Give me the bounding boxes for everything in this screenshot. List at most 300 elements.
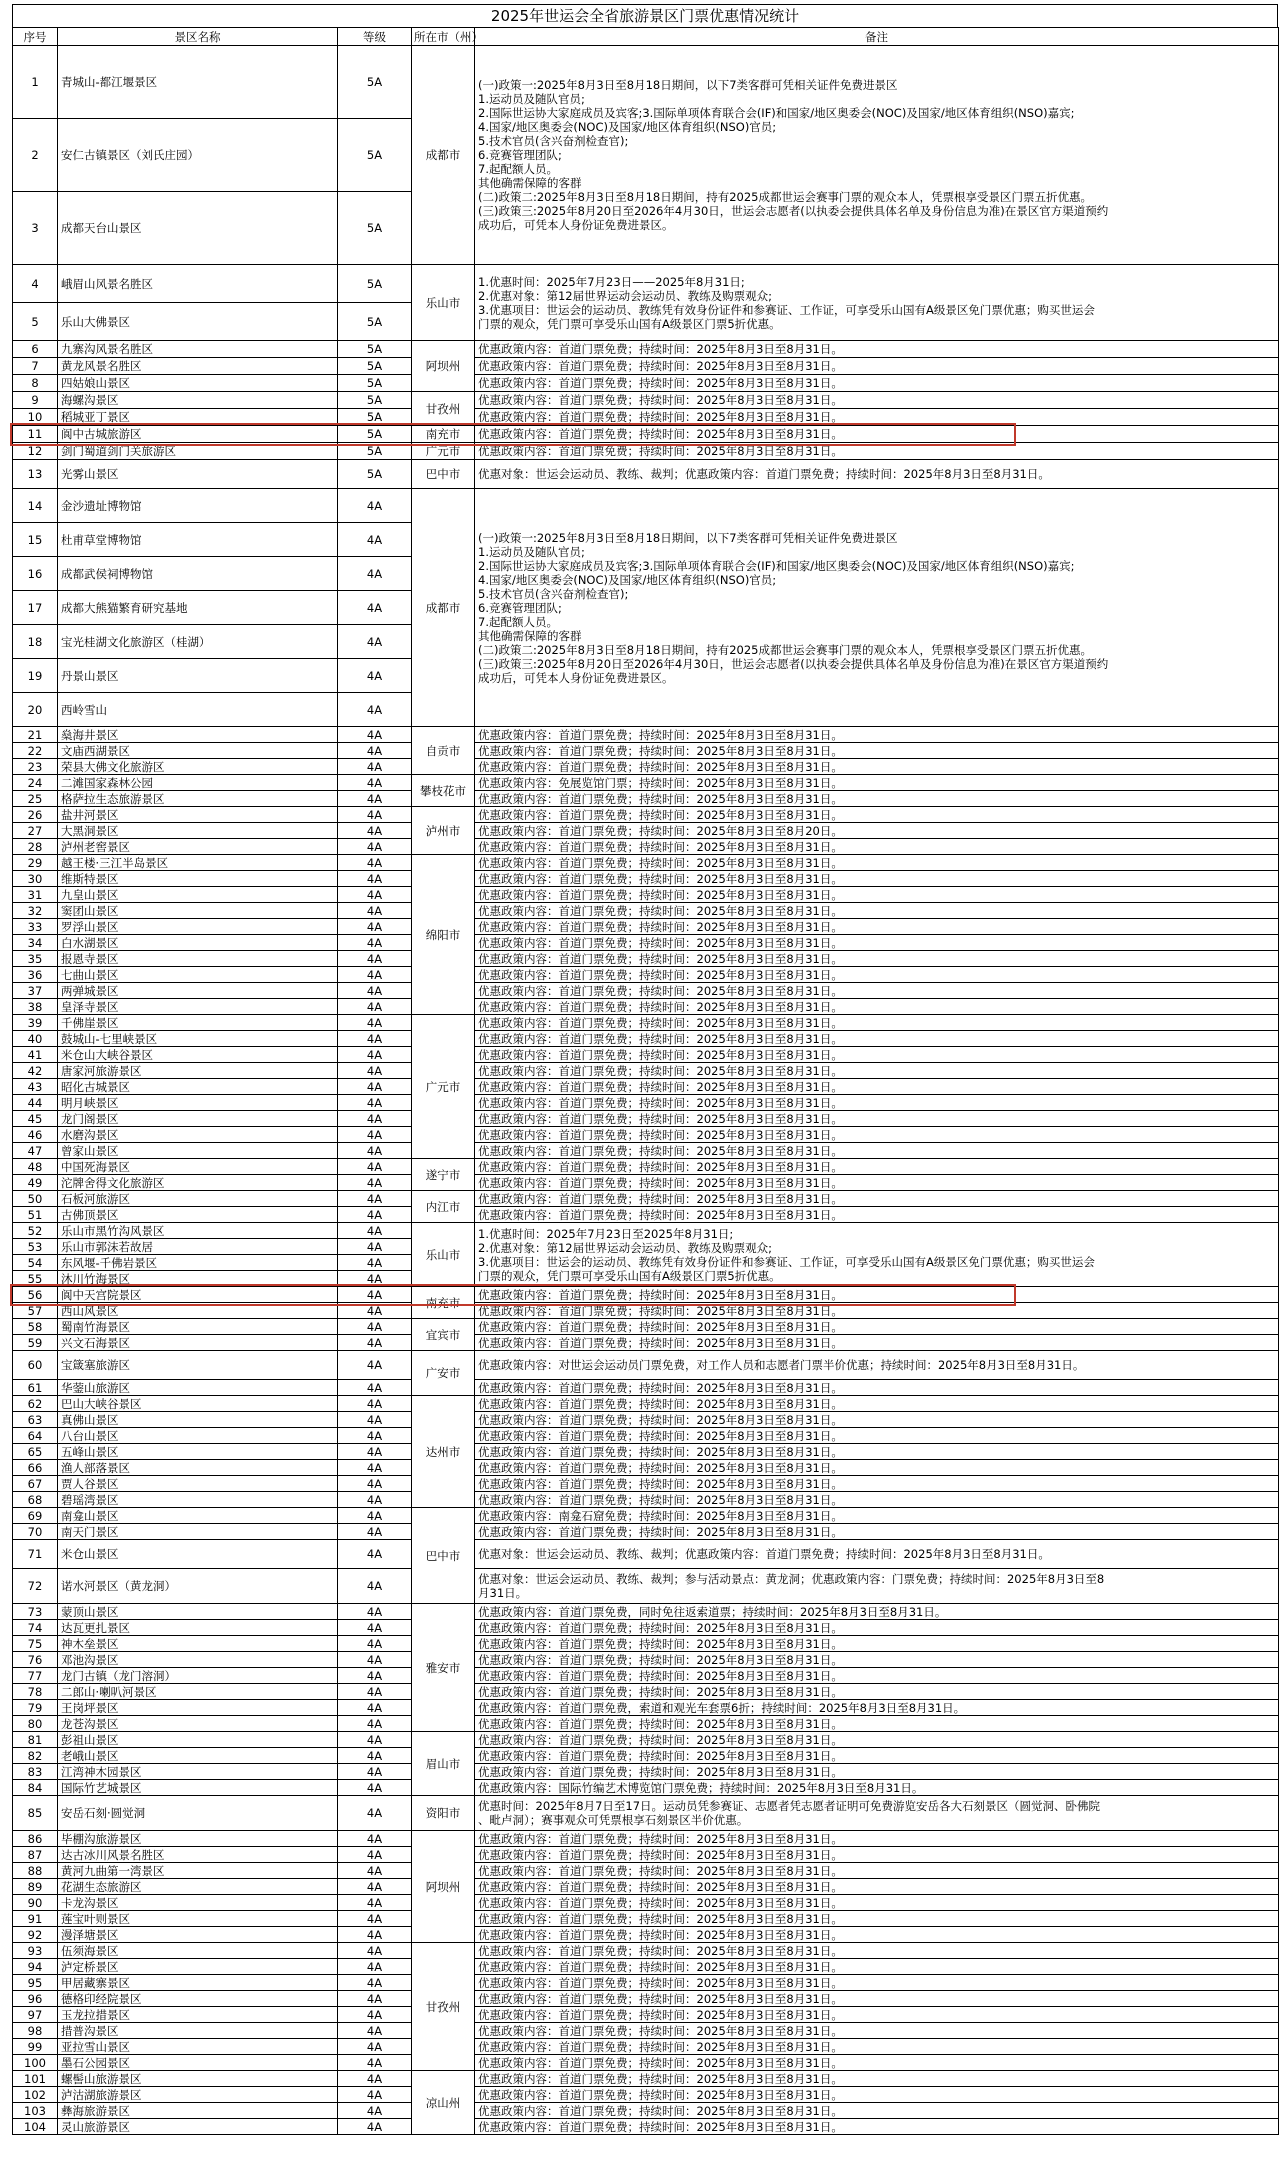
scenic-name: 亚拉雪山景区 (58, 2039, 338, 2055)
row-number: 85 (13, 1796, 58, 1831)
row-number: 24 (13, 775, 58, 791)
note-cell (475, 743, 1279, 759)
note-cell (475, 1095, 1279, 1111)
scenic-name: 南天门景区 (58, 1524, 338, 1540)
row-number: 86 (13, 1831, 58, 1847)
table-row (13, 1796, 1279, 1831)
table-row (13, 2023, 1279, 2039)
city-cell: 广元市 (412, 1015, 475, 1159)
note-line: 优惠政策内容：首道门票免费；持续时间：2025年8月3日至8月31日。 (478, 444, 843, 458)
note-line: 优惠政策内容：首道门票免费；持续时间：2025年8月3日至8月31日。 (478, 727, 843, 742)
note-line: 优惠政策内容：首道门票免费；持续时间：2025年8月3日至8月31日。 (478, 871, 843, 886)
scenic-level: 4A (338, 1780, 412, 1796)
note-line: 优惠政策内容：首道门票免费；持续时间：2025年8月3日至8月31日。 (478, 1879, 843, 1894)
scenic-name: 螺髻山旅游景区 (58, 2071, 338, 2087)
scenic-level: 4A (338, 839, 412, 855)
row-number: 87 (13, 1847, 58, 1863)
row-number: 30 (13, 871, 58, 887)
scenic-level: 4A (338, 557, 412, 591)
note-line: 优惠对象：世运会运动员、教练、裁判；优惠政策内容：首道门票免费；持续时间：2025年8月3日至8月31日。 (478, 467, 1050, 481)
scenic-level: 5A (338, 375, 412, 392)
scenic-level: 5A (338, 392, 412, 409)
note-line: 6.竞赛管理团队; (478, 600, 562, 615)
row-number: 99 (13, 2039, 58, 2055)
row-number: 44 (13, 1095, 58, 1111)
note-cell (475, 759, 1279, 775)
scenic-name: 石板河旅游区 (58, 1191, 338, 1207)
scenic-level: 4A (338, 983, 412, 999)
scenic-name: 米仓山大峡谷景区 (58, 1047, 338, 1063)
table-row (13, 1191, 1279, 1207)
note-line: 成功后，可凭本人身份证免费进景区。 (478, 218, 674, 232)
row-number: 34 (13, 935, 58, 951)
row-number: 97 (13, 2007, 58, 2023)
row-number: 102 (13, 2087, 58, 2103)
note-line: (二)政策二:2025年8月3日至8月18日期间，持有2025成都世运会赛事门票的观众本人，凭票根享受景区门票五折优惠。 (478, 642, 1092, 657)
note-cell (475, 967, 1279, 983)
scenic-level: 4A (338, 1239, 412, 1255)
note-cell (475, 1540, 1279, 1569)
row-number: 25 (13, 791, 58, 807)
table-row (13, 791, 1279, 807)
row-number: 17 (13, 591, 58, 625)
row-number: 95 (13, 1975, 58, 1991)
note-line: 优惠政策内容：对世运会运动员门票免费，对工作人员和志愿者门票半价优惠；持续时间：2025年8月3日至8月31日。 (478, 1358, 1085, 1372)
table-row (13, 1335, 1279, 1351)
table-row (13, 341, 1279, 358)
scenic-name: 碧瑶湾景区 (58, 1492, 338, 1508)
note-line: 优惠政策内容：首道门票免费；持续时间：2025年8月3日至8月31日。 (478, 1492, 843, 1507)
scenic-name: 安岳石刻·圆觉洞 (58, 1796, 338, 1831)
note-cell (475, 1652, 1279, 1668)
scenic-name: 白水湖景区 (58, 935, 338, 951)
row-number: 12 (13, 443, 58, 460)
scenic-name: 宝光桂湖文化旅游区（桂湖） (58, 625, 338, 659)
note-cell (475, 1620, 1279, 1636)
note-line: 优惠政策内容：首道门票免费；持续时间：2025年8月3日至8月31日。 (478, 1943, 843, 1958)
scenic-level: 4A (338, 1668, 412, 1684)
note-cell (475, 1492, 1279, 1508)
table-row (13, 951, 1279, 967)
table-row (13, 855, 1279, 871)
row-number: 42 (13, 1063, 58, 1079)
table-row (13, 1047, 1279, 1063)
table-row (13, 2087, 1279, 2103)
table-row (13, 2071, 1279, 2087)
note-line: 3.优惠项目：世运会的运动员、教练凭有效身份证件和参赛证、工作证，可享受乐山国有A级景区免门票优惠；购买世运会 (478, 1254, 1095, 1269)
scenic-level: 4A (338, 1748, 412, 1764)
row-number: 8 (13, 375, 58, 392)
note-cell (475, 2103, 1279, 2119)
row-number: 98 (13, 2023, 58, 2039)
scenic-name: 达古冰川风景名胜区 (58, 1847, 338, 1863)
note-line: 优惠政策内容：首道门票免费；持续时间：2025年8月3日至8月31日。 (478, 967, 843, 982)
note-cell (475, 2071, 1279, 2087)
scenic-name: 国际竹艺城景区 (58, 1780, 338, 1796)
note-line: 月31日。 (478, 1586, 528, 1600)
note-cell (475, 1847, 1279, 1863)
row-number: 76 (13, 1652, 58, 1668)
scenic-level: 4A (338, 1175, 412, 1191)
city-cell: 广元市 (412, 443, 475, 460)
scenic-level: 4A (338, 855, 412, 871)
note-line: 优惠政策内容：首道门票免费；持续时间：2025年8月3日至8月31日。 (478, 1684, 843, 1699)
scenic-name: 兴文石海景区 (58, 1335, 338, 1351)
scenic-name: 阆中古城旅游区 (58, 426, 338, 443)
note-line: 优惠政策内容：首道门票免费；持续时间：2025年8月3日至8月31日。 (478, 1748, 843, 1763)
note-line: 优惠政策内容：首道门票免费；持续时间：2025年8月3日至8月31日。 (478, 2007, 843, 2022)
scenic-name: 唐家河旅游景区 (58, 1063, 338, 1079)
note-cell (475, 1351, 1279, 1380)
scenic-level: 4A (338, 1540, 412, 1569)
note-line: 优惠政策内容：首道门票免费；持续时间：2025年8月3日至8月31日。 (478, 1047, 843, 1062)
table-row (13, 375, 1279, 392)
note-cell (475, 375, 1279, 392)
note-line: 优惠政策内容：首道门票免费；持续时间：2025年8月3日至8月31日。 (478, 791, 843, 806)
note-line: 优惠政策内容：首道门票免费；持续时间：2025年8月3日至8月31日。 (478, 1175, 843, 1190)
scenic-level: 5A (338, 460, 412, 489)
note-cell (475, 2007, 1279, 2023)
note-line: 门票的观众，凭门票可享受乐山国有A级景区门票5折优惠。 (478, 1268, 781, 1283)
table-row (13, 1508, 1279, 1524)
city-cell: 成都市 (412, 489, 475, 727)
table-row (13, 1540, 1279, 1569)
note-cell (475, 1380, 1279, 1396)
note-line: 优惠政策内容：首道门票免费；持续时间：2025年8月3日至8月31日。 (478, 919, 843, 934)
note-line: 优惠政策内容：首道门票免费；持续时间：2025年8月3日至8月31日。 (478, 2103, 843, 2118)
city-cell: 雅安市 (412, 1604, 475, 1732)
note-line: 优惠政策内容：首道门票免费；持续时间：2025年8月3日至8月31日。 (478, 1127, 843, 1142)
note-cell (475, 1303, 1279, 1319)
note-line: 优惠政策内容：首道门票免费；持续时间：2025年8月3日至8月31日。 (478, 983, 843, 998)
row-number: 9 (13, 392, 58, 409)
scenic-name: 报恩寺景区 (58, 951, 338, 967)
note-line: 优惠政策内容：首道门票免费；持续时间：2025年8月3日至8月31日。 (478, 359, 843, 373)
row-number: 67 (13, 1476, 58, 1492)
note-line: 优惠政策内容：首道门票免费；持续时间：2025年8月3日至8月31日。 (478, 855, 843, 870)
table-row (13, 1207, 1279, 1223)
scenic-level: 4A (338, 1911, 412, 1927)
row-number: 103 (13, 2103, 58, 2119)
note-cell (475, 919, 1279, 935)
note-cell (475, 1191, 1279, 1207)
scenic-level: 4A (338, 871, 412, 887)
table-body (13, 46, 1279, 2135)
note-line: 优惠政策内容：首道门票免费；持续时间：2025年8月3日至8月31日。 (478, 2071, 843, 2086)
note-line: 优惠政策内容：首道门票免费；持续时间：2025年8月3日至8月31日。 (478, 427, 843, 441)
scenic-name: 卡龙沟景区 (58, 1895, 338, 1911)
row-number: 55 (13, 1271, 58, 1287)
note-line: 优惠政策内容：首道门票免费；持续时间：2025年8月3日至8月31日。 (478, 1524, 843, 1539)
scenic-name: 南龛山景区 (58, 1508, 338, 1524)
row-number: 65 (13, 1444, 58, 1460)
table-row (13, 1636, 1279, 1652)
note-line: 优惠政策内容：首道门票免费；持续时间：2025年8月3日至8月31日。 (478, 1863, 843, 1878)
row-number: 73 (13, 1604, 58, 1620)
note-line: 优惠政策内容：首道门票免费；持续时间：2025年8月3日至8月31日。 (478, 1476, 843, 1491)
table-row (13, 409, 1279, 426)
scenic-discount-table (12, 27, 1279, 2135)
note-line: 优惠政策内容：首道门票免费；持续时间：2025年8月3日至8月31日。 (478, 1287, 843, 1302)
note-line: 优惠政策内容：首道门票免费；持续时间：2025年8月3日至8月31日。 (478, 1927, 843, 1942)
scenic-level: 4A (338, 2039, 412, 2055)
scenic-name: 杜甫草堂博物馆 (58, 523, 338, 557)
note-cell (475, 392, 1279, 409)
scenic-level: 4A (338, 1207, 412, 1223)
row-number: 20 (13, 693, 58, 727)
note-cell (475, 46, 1279, 265)
note-line: 优惠政策内容：首道门票免费；持续时间：2025年8月3日至8月31日。 (478, 342, 843, 356)
scenic-level: 4A (338, 1524, 412, 1540)
scenic-level: 4A (338, 775, 412, 791)
row-number: 92 (13, 1927, 58, 1943)
scenic-name: 海螺沟景区 (58, 392, 338, 409)
scenic-name: 盐井河景区 (58, 807, 338, 823)
table-row (13, 46, 1279, 119)
row-number: 31 (13, 887, 58, 903)
note-line: 优惠政策内容：首道门票免费；持续时间：2025年8月3日至8月31日。 (478, 1380, 843, 1395)
table-row (13, 727, 1279, 743)
table-row (13, 1975, 1279, 1991)
note-line: 优惠政策内容：首道门票免费；持续时间：2025年8月3日至8月31日。 (478, 410, 843, 424)
scenic-level: 4A (338, 1636, 412, 1652)
table-row (13, 1492, 1279, 1508)
scenic-name: 渔人部落景区 (58, 1460, 338, 1476)
note-line: (一)政策一:2025年8月3日至8月18日期间，以下7类客群可凭相关证件免费进景区 (478, 530, 898, 545)
note-cell (475, 1943, 1279, 1959)
table-row (13, 1604, 1279, 1620)
scenic-name: 剑门蜀道剑门关旅游区 (58, 443, 338, 460)
scenic-level: 4A (338, 625, 412, 659)
row-number: 59 (13, 1335, 58, 1351)
row-number: 88 (13, 1863, 58, 1879)
scenic-level: 4A (338, 489, 412, 523)
scenic-name: 莲宝叶则景区 (58, 1911, 338, 1927)
note-line: 优惠政策内容：首道门票免费；持续时间：2025年8月3日至8月20日。 (478, 823, 843, 838)
scenic-level: 4A (338, 919, 412, 935)
table-row (13, 1412, 1279, 1428)
row-number: 90 (13, 1895, 58, 1911)
note-line: 3.优惠项目：世运会的运动员、教练凭有效身份证件和参赛证、工作证，可享受乐山国有A级景区免门票优惠；购买世运会 (478, 302, 1095, 317)
scenic-level: 4A (338, 1927, 412, 1943)
scenic-level: 4A (338, 2055, 412, 2071)
row-number: 96 (13, 1991, 58, 2007)
note-line: 优惠政策内容：首道门票免费；持续时间：2025年8月3日至8月31日。 (478, 743, 843, 758)
note-cell (475, 1159, 1279, 1175)
header-row (13, 28, 1279, 46)
scenic-name: 光雾山景区 (58, 460, 338, 489)
row-number: 2 (13, 119, 58, 192)
scenic-level: 4A (338, 1684, 412, 1700)
scenic-level: 4A (338, 1831, 412, 1847)
scenic-level: 4A (338, 523, 412, 557)
row-number: 89 (13, 1879, 58, 1895)
scenic-level: 4A (338, 1015, 412, 1031)
note-cell (475, 443, 1279, 460)
note-cell (475, 460, 1279, 489)
table-row (13, 1351, 1279, 1380)
scenic-name: 彝海旅游景区 (58, 2103, 338, 2119)
note-line: 优惠政策内容：首道门票免费；持续时间：2025年8月3日至8月31日。 (478, 2023, 843, 2038)
scenic-level: 4A (338, 1604, 412, 1620)
table-row (13, 1911, 1279, 1927)
scenic-level: 5A (338, 409, 412, 426)
scenic-name: 龙苍沟景区 (58, 1716, 338, 1732)
row-number: 35 (13, 951, 58, 967)
scenic-name: 燊海井景区 (58, 727, 338, 743)
note-cell (475, 903, 1279, 919)
row-number: 61 (13, 1380, 58, 1396)
note-line: 优惠政策内容：首道门票免费；持续时间：2025年8月3日至8月31日。 (478, 887, 843, 902)
note-cell (475, 1911, 1279, 1927)
note-line: 优惠时间：2025年8月7日至17日。运动员凭参赛证、志愿者凭志愿者证明可免费游览安岳各大石刻景区（圆觉洞、卧佛院 (478, 1799, 1101, 1813)
row-number: 101 (13, 2071, 58, 2087)
scenic-level: 4A (338, 1847, 412, 1863)
scenic-level: 4A (338, 693, 412, 727)
note-cell (475, 2087, 1279, 2103)
note-cell (475, 1143, 1279, 1159)
row-number: 38 (13, 999, 58, 1015)
note-cell (475, 1700, 1279, 1716)
note-cell (475, 1780, 1279, 1796)
scenic-level: 5A (338, 443, 412, 460)
scenic-name: 黄龙风景名胜区 (58, 358, 338, 375)
scenic-name: 文庙西湖景区 (58, 743, 338, 759)
note-line: 优惠政策内容：首道门票免费；持续时间：2025年8月3日至8月31日。 (478, 999, 843, 1014)
note-line: 优惠政策内容：首道门票免费；持续时间：2025年8月3日至8月31日。 (478, 903, 843, 918)
scenic-level: 4A (338, 1508, 412, 1524)
note-cell (475, 265, 1279, 341)
table-row (13, 265, 1279, 303)
note-cell (475, 1524, 1279, 1540)
table-row (13, 1159, 1279, 1175)
note-cell (475, 951, 1279, 967)
note-cell (475, 1015, 1279, 1031)
scenic-level: 4A (338, 1796, 412, 1831)
table-row (13, 1031, 1279, 1047)
scenic-name: 成都武侯祠博物馆 (58, 557, 338, 591)
note-line: 优惠政策内容：首道门票免费；持续时间：2025年8月3日至8月31日。 (478, 1412, 843, 1427)
note-line: 优惠政策内容：首道门票免费；持续时间：2025年8月3日至8月31日。 (478, 1303, 843, 1318)
scenic-level: 4A (338, 1111, 412, 1127)
row-number: 36 (13, 967, 58, 983)
row-number: 4 (13, 265, 58, 303)
scenic-name: 中国死海景区 (58, 1159, 338, 1175)
scenic-level: 4A (338, 1700, 412, 1716)
table-row (13, 1879, 1279, 1895)
scenic-level: 4A (338, 1063, 412, 1079)
scenic-name: 水磨沟景区 (58, 1127, 338, 1143)
note-cell (475, 1796, 1279, 1831)
note-line: 优惠政策内容：国际竹编艺术博览馆门票免费；持续时间：2025年8月3日至8月31日。 (478, 1780, 924, 1795)
city-cell: 内江市 (412, 1191, 475, 1223)
note-line: 优惠政策内容：南龛石窟免费；持续时间：2025年8月3日至8月31日。 (478, 1508, 843, 1523)
row-number: 49 (13, 1175, 58, 1191)
scenic-level: 4A (338, 1764, 412, 1780)
scenic-name: 峨眉山风景名胜区 (58, 265, 338, 303)
city-cell: 资阳市 (412, 1796, 475, 1831)
scenic-level: 5A (338, 192, 412, 265)
sheet-title: 2025年世运会全省旅游景区门票优惠情况统计 (12, 4, 1278, 27)
note-line: 优惠政策内容：首道门票免费；持续时间：2025年8月3日至8月31日。 (478, 1143, 843, 1158)
note-line: 优惠政策内容：首道门票免费；持续时间：2025年8月3日至8月31日。 (478, 1460, 843, 1475)
table-row (13, 1847, 1279, 1863)
scenic-name: 青城山-都江堰景区 (58, 46, 338, 119)
note-line: 7.起配额人员。 (478, 162, 558, 176)
note-cell (475, 1732, 1279, 1748)
scenic-level: 4A (338, 1879, 412, 1895)
note-cell (475, 1879, 1279, 1895)
note-line: 优惠政策内容：首道门票免费；持续时间：2025年8月3日至8月31日。 (478, 1444, 843, 1459)
row-number: 22 (13, 743, 58, 759)
row-number: 29 (13, 855, 58, 871)
scenic-level: 4A (338, 935, 412, 951)
note-cell (475, 1335, 1279, 1351)
city-cell: 南充市 (412, 1287, 475, 1319)
row-number: 71 (13, 1540, 58, 1569)
row-number: 46 (13, 1127, 58, 1143)
scenic-level: 4A (338, 823, 412, 839)
row-number: 70 (13, 1524, 58, 1540)
note-cell (475, 775, 1279, 791)
row-number: 94 (13, 1959, 58, 1975)
note-cell (475, 871, 1279, 887)
row-number: 39 (13, 1015, 58, 1031)
note-line: 2.国际世运协大家庭成员及宾客;3.国际单项体育联合会(IF)和国家/地区奥委会(NOC)及国家/地区体育组织(NSO)嘉宾; (478, 558, 1075, 573)
note-line: 优惠政策内容：首道门票免费；持续时间：2025年8月3日至8月31日。 (478, 1716, 843, 1731)
table-row (13, 489, 1279, 523)
scenic-name: 九皇山景区 (58, 887, 338, 903)
row-number: 68 (13, 1492, 58, 1508)
note-cell (475, 1863, 1279, 1879)
scenic-level: 4A (338, 759, 412, 775)
note-line: 4.国家/地区奥委会(NOC)及国家/地区体育组织(NSO)官员; (478, 572, 777, 587)
scenic-level: 4A (338, 887, 412, 903)
scenic-name: 越王楼·三江半岛景区 (58, 855, 338, 871)
scenic-name: 神木垒景区 (58, 1636, 338, 1652)
scenic-name: 四姑娘山景区 (58, 375, 338, 392)
scenic-name: 彭祖山景区 (58, 1732, 338, 1748)
scenic-level: 5A (338, 341, 412, 358)
scenic-level: 4A (338, 1271, 412, 1287)
note-cell (475, 1175, 1279, 1191)
note-cell (475, 935, 1279, 951)
table-row (13, 775, 1279, 791)
note-cell (475, 1207, 1279, 1223)
city-cell: 绵阳市 (412, 855, 475, 1015)
note-line: 优惠政策内容：首道门票免费；持续时间：2025年8月3日至8月31日。 (478, 759, 843, 774)
row-number: 16 (13, 557, 58, 591)
scenic-name: 阆中天宫院景区 (58, 1287, 338, 1303)
note-cell (475, 1895, 1279, 1911)
scenic-name: 罗浮山景区 (58, 919, 338, 935)
scenic-level: 4A (338, 1143, 412, 1159)
row-number: 5 (13, 303, 58, 341)
row-number: 79 (13, 1700, 58, 1716)
scenic-name: 玉龙拉措景区 (58, 2007, 338, 2023)
scenic-level: 4A (338, 1652, 412, 1668)
table-row (13, 1223, 1279, 1239)
scenic-name: 二滩国家森林公园 (58, 775, 338, 791)
table-row (13, 919, 1279, 935)
city-cell: 乐山市 (412, 1223, 475, 1287)
table-row (13, 1863, 1279, 1879)
note-cell (475, 1031, 1279, 1047)
row-number: 93 (13, 1943, 58, 1959)
row-number: 63 (13, 1412, 58, 1428)
row-number: 72 (13, 1569, 58, 1604)
city-cell: 南充市 (412, 426, 475, 443)
